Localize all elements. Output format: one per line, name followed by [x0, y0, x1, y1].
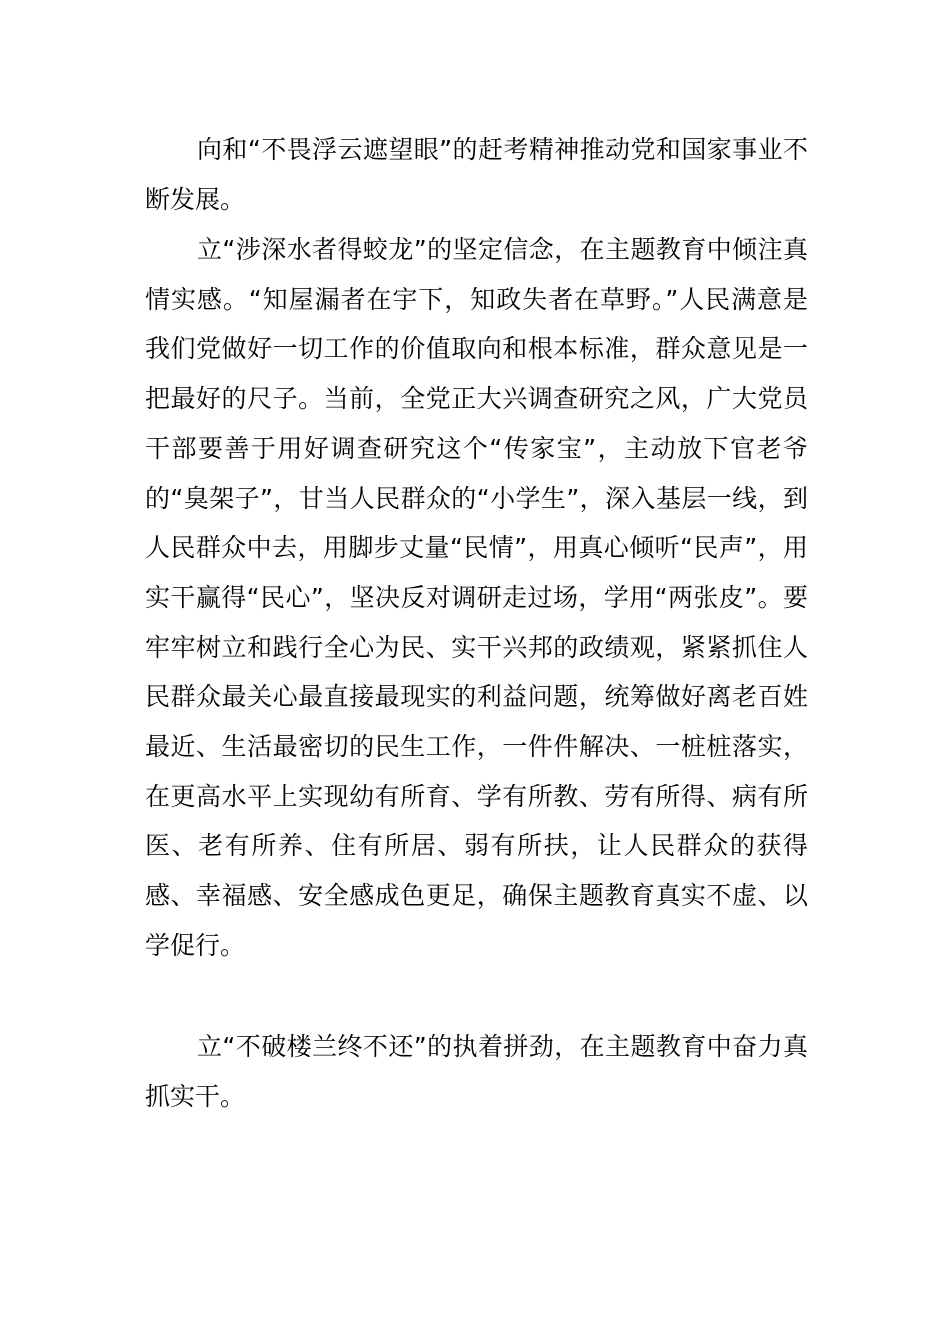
- paragraph-investigation: 立“涉深水者得蛟龙”的坚定信念，在主题教育中倾注真情实感。“知屋漏者在宇下，知政失者在草野。”人民满意是我们党做好一切工作的价值取向和根本标准，群众意见是一把最好的尺子。当前，全党正大兴调查研究之风，广大党员干部要善于用好调查研究这个“传家宝”，主动放下官老爷的“臭架子”，甘当人民群众的“小学生”，深入基层一线，到人民群众中去，用脚步丈量“民情”，用真心倾听“民声”，用实干赢得“民心”，坚决反对调研走过场，学用“两张皮”。要牢牢树立和践行全心为民、实干兴邦的政绩观，紧紧抓住人民群众最关心最直接最现实的利益问题，统筹做好离老百姓最近、生活最密切的民生工作，一件件解决、一桩桩落实，在更高水平上实现幼有所育、学有所教、劳有所得、病有所医、老有所养、住有所居、弱有所扶，让人民群众的获得感、幸福感、安全感成色更足，确保主题教育真实不虚、以学促行。: [145, 235, 808, 960]
- paragraph-continuation: 向和“不畏浮云遮望眼”的赶考精神推动党和国家事业不断发展。: [145, 135, 808, 214]
- paragraph-hard-work: 立“不破楼兰终不还”的执着拼劲，在主题教育中奋力真抓实干。: [145, 1032, 808, 1111]
